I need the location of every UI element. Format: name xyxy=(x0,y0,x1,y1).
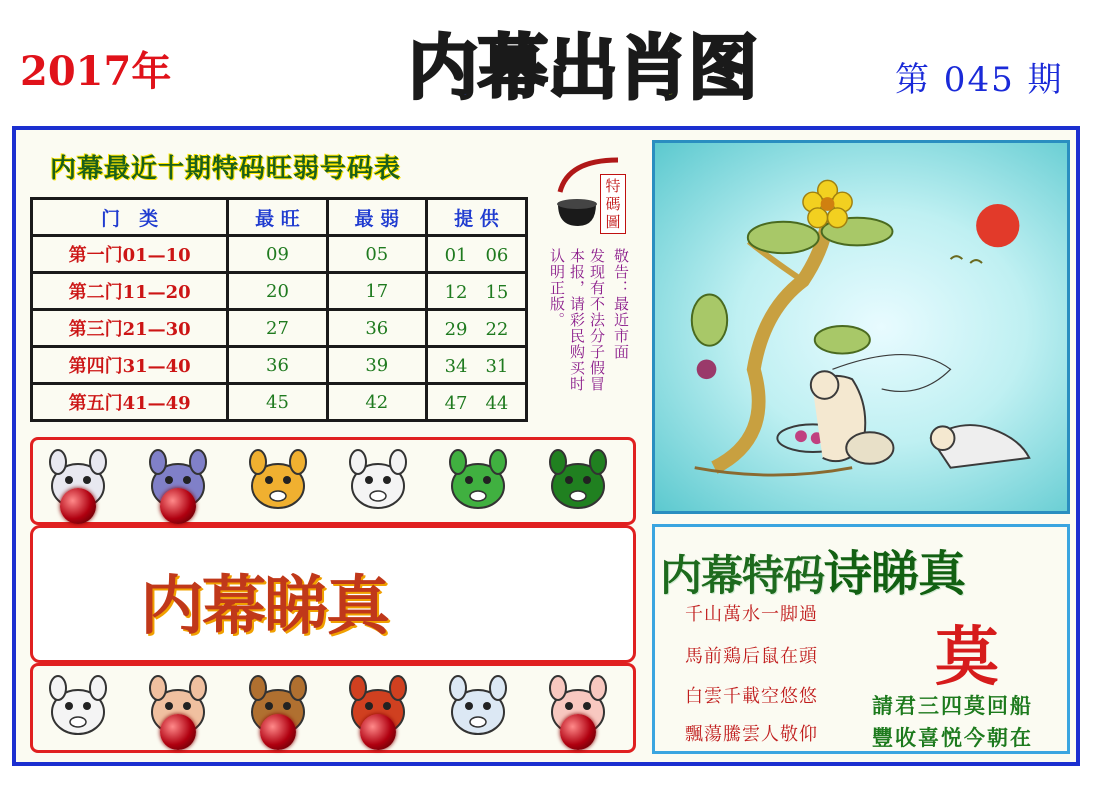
poem-line-1: 千山萬水一脚過 xyxy=(685,604,818,625)
dog-icon xyxy=(438,668,518,744)
cell-cold: 05 xyxy=(327,236,426,273)
ink-painting-illustration xyxy=(652,140,1070,514)
masthead-logo xyxy=(408,28,848,108)
logo-char: 出 xyxy=(548,27,618,109)
table-row xyxy=(32,273,527,310)
cell-tip: 12 15 xyxy=(426,273,526,310)
marker-ball xyxy=(160,714,196,750)
cell-category: 第二门11—20 xyxy=(32,273,228,310)
stamp-label: 特碼圖 xyxy=(600,174,626,234)
marker-ball xyxy=(160,488,196,524)
poem-line-4: 飄蕩騰雲人敬仰 xyxy=(685,724,818,745)
issue-number: 第 045 期 xyxy=(895,60,1064,100)
cell-category: 第三门21—30 xyxy=(32,310,228,347)
col-header-tip: 提 供 xyxy=(426,199,526,236)
table-header-row xyxy=(32,199,527,236)
logo-char: 内 xyxy=(408,27,478,109)
cell-cold: 42 xyxy=(327,384,426,421)
marker-ball xyxy=(560,714,596,750)
tiger-icon xyxy=(238,442,318,518)
year-label: 2017年 xyxy=(20,48,172,95)
table-row xyxy=(32,384,527,421)
table-title: 内幕最近十期特码旺弱号码表 xyxy=(50,154,402,184)
couplet-line-2: 豐收喜悦今朝在 xyxy=(872,725,1033,750)
cell-hot: 27 xyxy=(228,310,327,347)
cell-category: 第四门31—40 xyxy=(32,347,228,384)
marker-ball xyxy=(60,488,96,524)
middle-banner-text: 内幕睇真 xyxy=(140,570,388,644)
cell-tip: 29 22 xyxy=(426,310,526,347)
cell-category: 第五门41—49 xyxy=(32,384,228,421)
cell-tip: 47 44 xyxy=(426,384,526,421)
table-row xyxy=(32,236,527,273)
couplet-line-1: 請君三四莫回船 xyxy=(872,693,1033,718)
col-header-hot: 最 旺 xyxy=(228,199,327,236)
col-header-category: 门 类 xyxy=(32,199,228,236)
cell-hot: 36 xyxy=(228,347,327,384)
poem-line-2: 馬前鶏后鼠在頭 xyxy=(685,646,818,667)
notice-line-1: 敬告：最近市面 xyxy=(612,248,630,360)
notice-line-4: 认明正版。 xyxy=(548,248,566,328)
rabbit-icon xyxy=(338,442,418,518)
cell-cold: 39 xyxy=(327,347,426,384)
logo-char: 图 xyxy=(688,27,758,109)
poem-title-main: 诗睇真 xyxy=(824,546,966,602)
cell-hot: 45 xyxy=(228,384,327,421)
cell-hot: 20 xyxy=(228,273,327,310)
logo-char: 肖 xyxy=(618,27,688,109)
table-row xyxy=(32,310,527,347)
hot-cold-table xyxy=(30,197,528,422)
cell-cold: 17 xyxy=(327,273,426,310)
logo-char: 幕 xyxy=(478,27,548,109)
poem-answer: 莫 xyxy=(935,620,999,695)
poem-title xyxy=(660,535,965,604)
poem-title-prefix: 内幕特码 xyxy=(660,551,825,600)
table-row xyxy=(32,347,527,384)
cell-tip: 34 31 xyxy=(426,347,526,384)
marker-ball xyxy=(260,714,296,750)
cell-category: 第一门01—10 xyxy=(32,236,228,273)
cell-tip: 01 06 xyxy=(426,236,526,273)
cell-cold: 36 xyxy=(327,310,426,347)
dragon-icon xyxy=(438,442,518,518)
marker-ball xyxy=(360,714,396,750)
snake-icon xyxy=(538,442,618,518)
horse-icon xyxy=(38,668,118,744)
notice-line-2: 发现有不法分子假冒 xyxy=(588,248,606,392)
cell-hot: 09 xyxy=(228,236,327,273)
col-header-cold: 最 弱 xyxy=(327,199,426,236)
notice-line-3: 本报，请彩民购买时 xyxy=(568,248,586,392)
poem-line-3: 白雲千載空悠悠 xyxy=(685,686,818,707)
